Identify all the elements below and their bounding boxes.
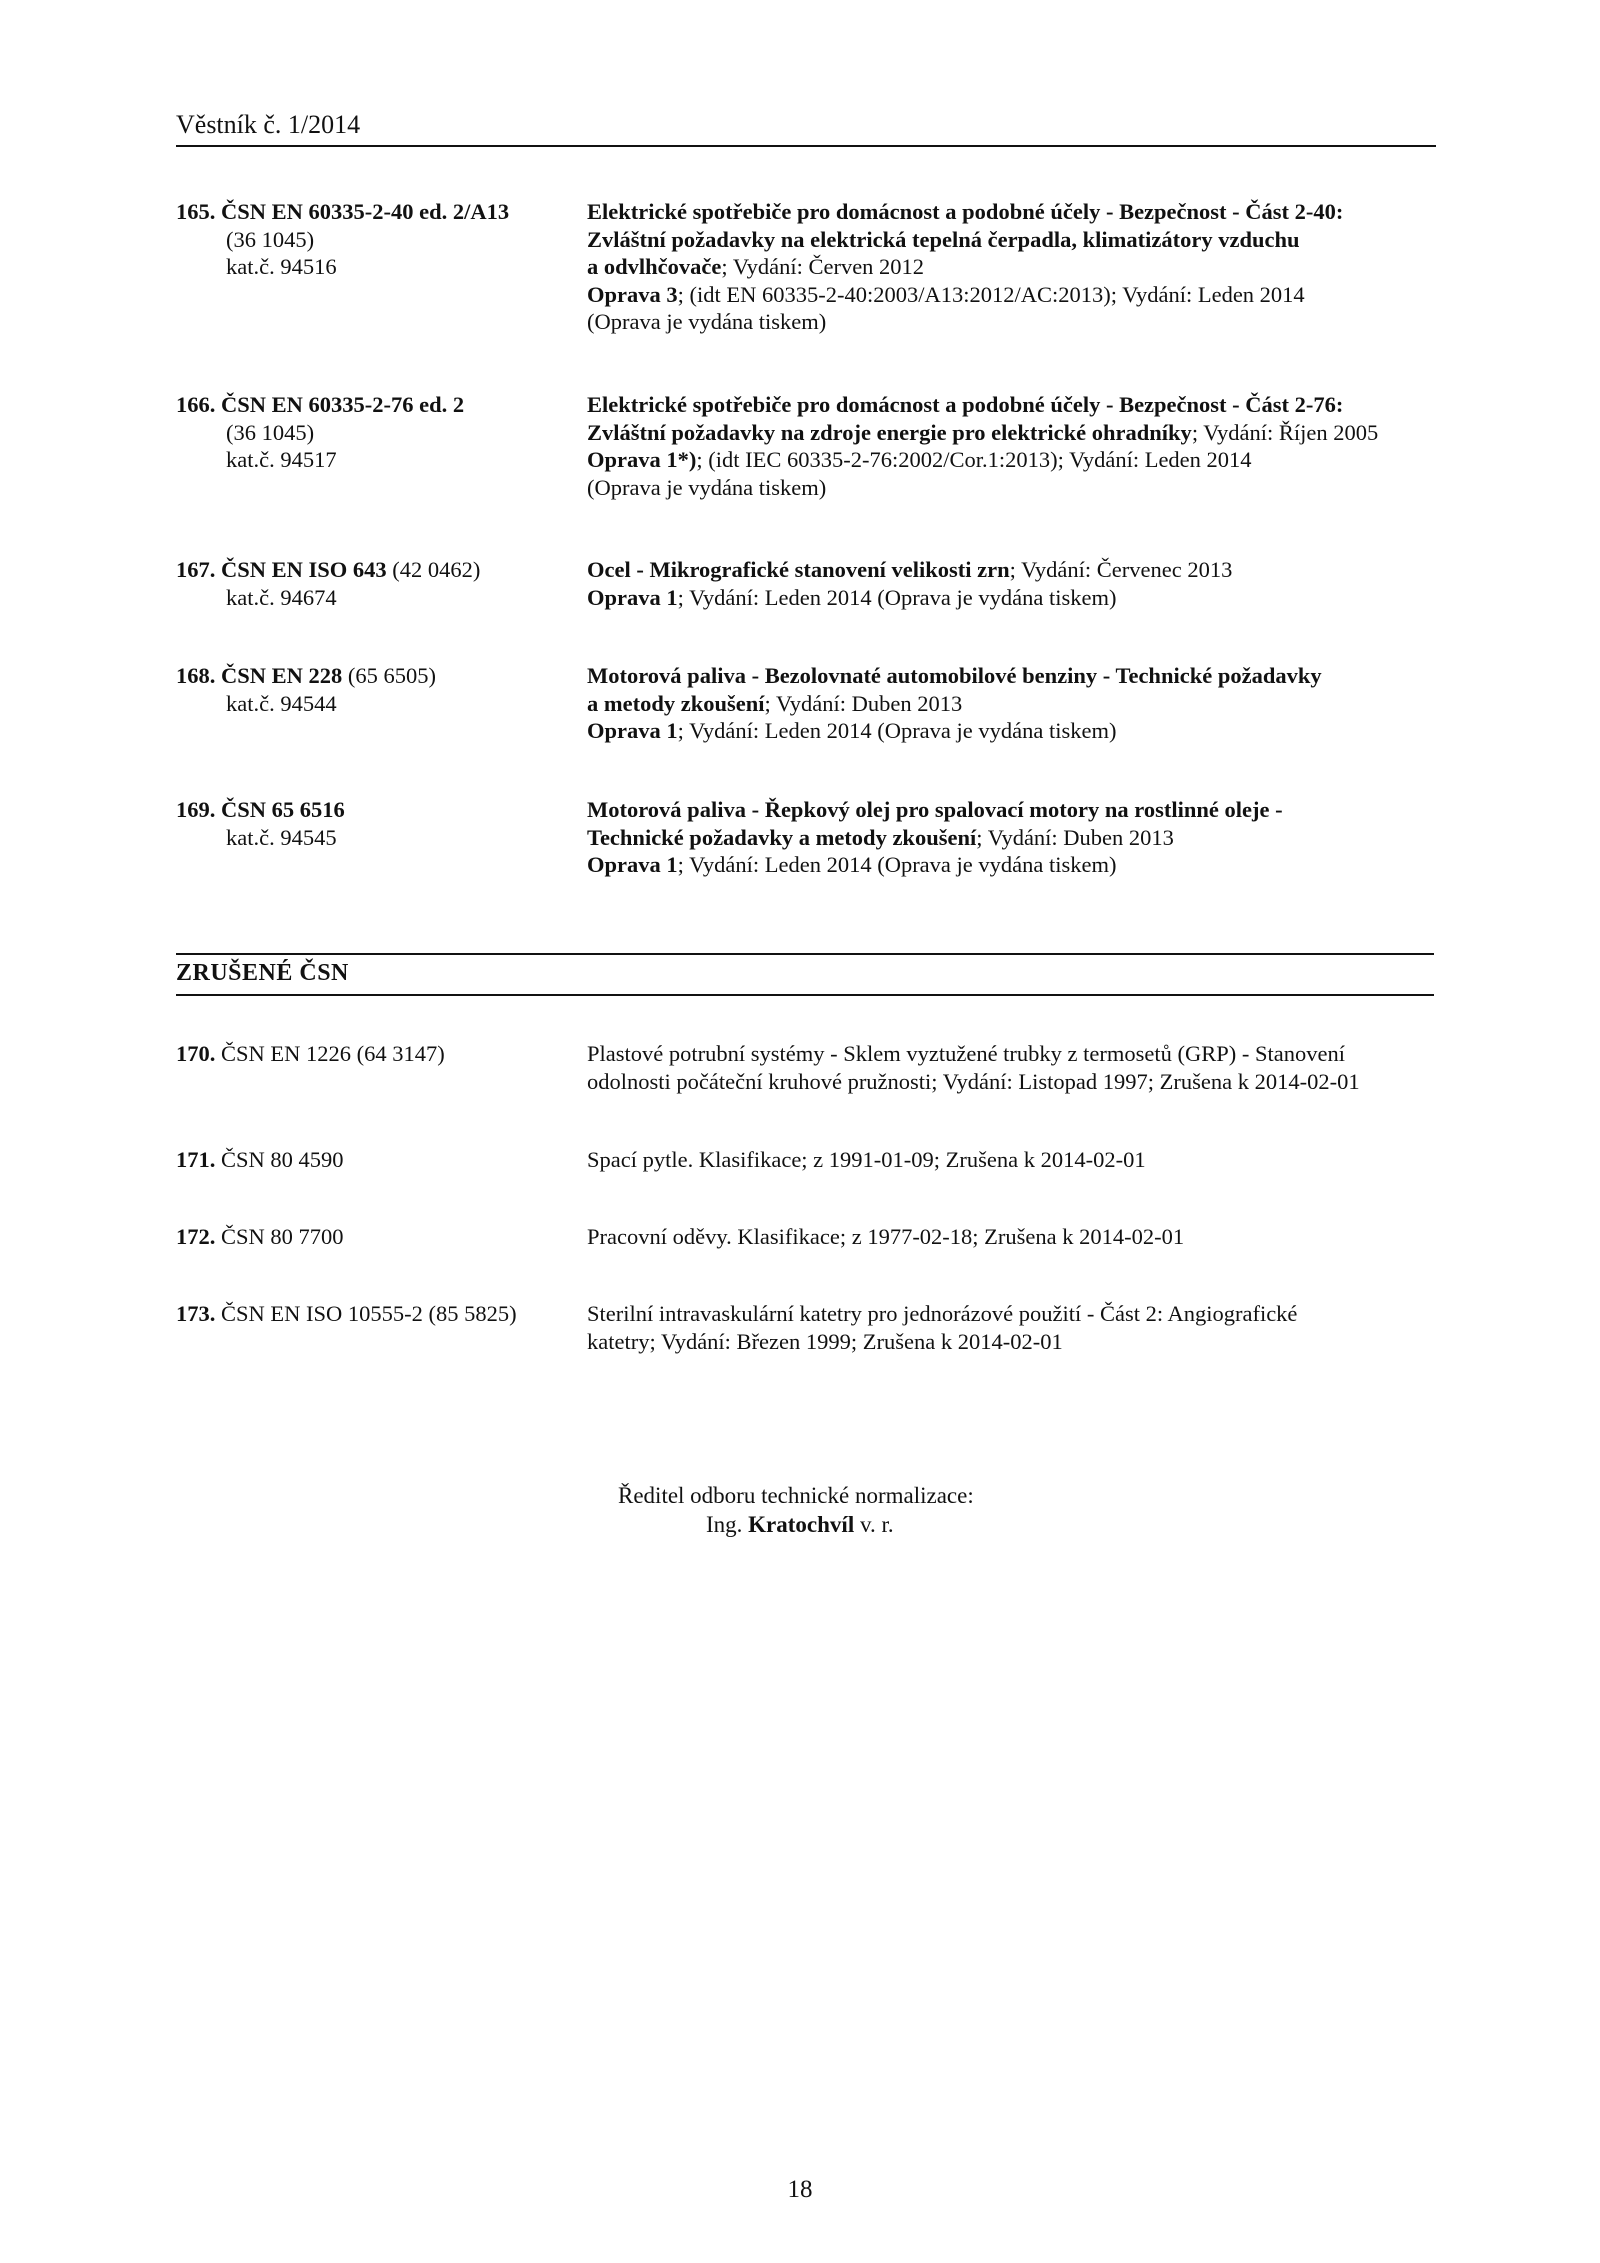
entry-166-text: Elektrické spotřebiče pro domácnost a podobné účely - Bezpečnost - Část 2-76: Zvláštní požadavky na zdroje energie pro elektrické ohradníky; Vydání: Říjen 2005 Oprava 1*); (idt IEC 60335-2-76:2002/Cor.1:2013); Vydání: Leden 2014 (Oprava je vydána tiskem) bbox=[587, 392, 1379, 500]
cancelled-170-id: 170. ČSN EN 1226 (64 3147) bbox=[176, 1041, 445, 1066]
cancelled-173-text: Sterilní intravaskulární katetry pro jednorázové použití - Část 2: Angiografické katetry; Vydání: Březen 1999; Zrušena k 2014-02-01 bbox=[587, 1301, 1298, 1354]
cancelled-170-text: Plastové potrubní systémy - Sklem vyztužené trubky z termosetů (GRP) - Stanovení odolnosti počáteční kruhové pružnosti; Vydání: Listopad 1997; Zrušena k 2014-02-01 bbox=[587, 1041, 1360, 1094]
entry-169-text: Motorová paliva - Řepkový olej pro spalovací motory na rostlinné oleje - Technické požadavky a metody zkoušení; Vydání: Duben 2013 Oprava 1; Vydání: Leden 2014 (Oprava je vydána tiskem) bbox=[587, 797, 1283, 877]
journal-title: Věstník č. 1/2014 bbox=[176, 110, 361, 139]
entry-168-text: Motorová paliva - Bezolovnaté automobilové benziny - Technické požadavky a metody zkoušení; Vydání: Duben 2013 Oprava 1; Vydání: Leden 2014 (Oprava je vydána tiskem) bbox=[587, 663, 1322, 743]
cancelled-171-id: 171. ČSN 80 4590 bbox=[176, 1147, 344, 1172]
entry-166-id: 166. ČSN EN 60335-2-76 ed. 2 (36 1045) kat.č. 94517 bbox=[176, 392, 465, 472]
section-top-rule bbox=[176, 953, 1434, 955]
section-title: ZRUŠENÉ ČSN bbox=[176, 960, 349, 986]
entry-168-id: 168. ČSN EN 228 (65 6505) kat.č. 94544 bbox=[176, 663, 437, 716]
signature-title: Ředitel odboru technické normalizace: bbox=[618, 1483, 974, 1508]
signature-name: Ing. Kratochvíl v. r. bbox=[706, 1512, 894, 1537]
header-rule bbox=[176, 145, 1436, 147]
entry-165-id: 165. ČSN EN 60335-2-40 ed. 2/A13 (36 1045) kat.č. 94516 bbox=[176, 199, 510, 279]
entry-169-id: 169. ČSN 65 6516 kat.č. 94545 bbox=[176, 797, 345, 850]
entry-167-text: Ocel - Mikrografické stanovení velikosti zrn; Vydání: Červenec 2013 Oprava 1; Vydání: Leden 2014 (Oprava je vydána tiskem) bbox=[587, 557, 1233, 610]
cancelled-173-id: 173. ČSN EN ISO 10555-2 (85 5825) bbox=[176, 1301, 517, 1326]
entry-167-id: 167. ČSN EN ISO 643 (42 0462) kat.č. 94674 bbox=[176, 557, 481, 610]
cancelled-171-text: Spací pytle. Klasifikace; z 1991-01-09; Zrušena k 2014-02-01 bbox=[587, 1147, 1146, 1172]
section-bottom-rule bbox=[176, 994, 1434, 996]
cancelled-172-text: Pracovní oděvy. Klasifikace; z 1977-02-18; Zrušena k 2014-02-01 bbox=[587, 1224, 1185, 1249]
page-number: 18 bbox=[787, 2176, 813, 2203]
entry-165-text: Elektrické spotřebiče pro domácnost a podobné účely - Bezpečnost - Část 2-40: Zvláštní požadavky na elektrická tepelná čerpadla, klimatizátory vzduchu a odvlhčovače; Vydání: Červen 2012 Oprava 3; (idt EN 60335-2-40:2003/A13:2012/AC:2013); Vydání: Leden 2014 (Oprava je vydána tiskem) bbox=[587, 199, 1344, 334]
cancelled-172-id: 172. ČSN 80 7700 bbox=[176, 1224, 344, 1249]
